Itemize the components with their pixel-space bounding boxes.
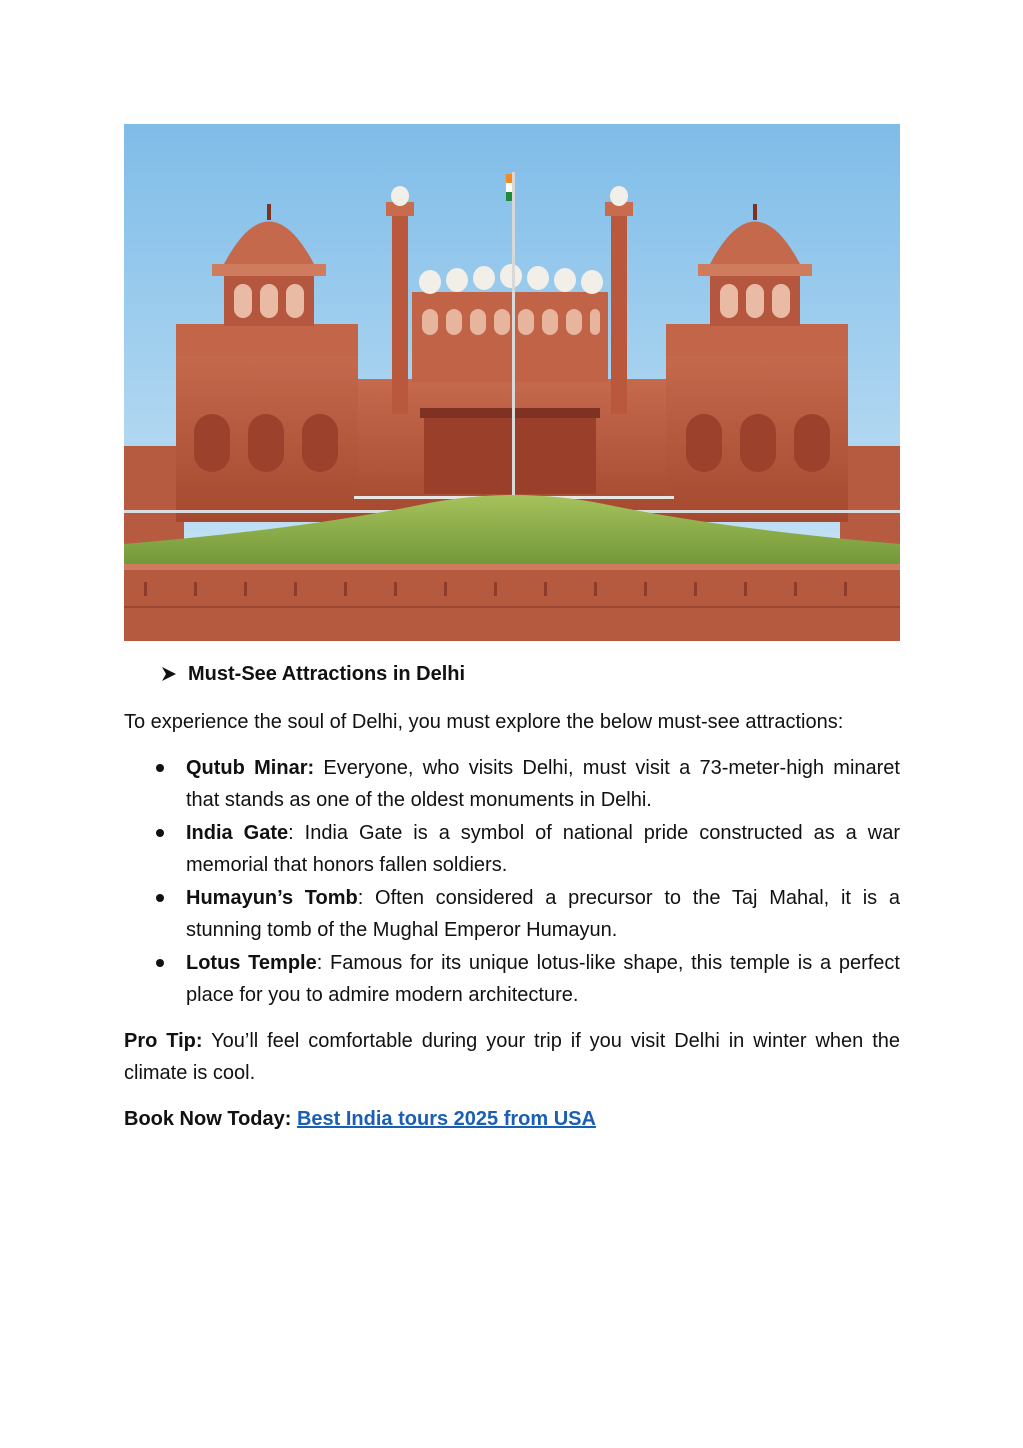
tours-link[interactable]: Best India tours 2025 from USA [296, 1108, 596, 1130]
red-fort-photo [124, 124, 900, 641]
section-heading-text: Must-See Attractions in Delhi [188, 663, 466, 685]
list-item [124, 817, 900, 881]
attraction-name: Qutub Minar: [186, 757, 315, 779]
intro-paragraph: To experience the soul of Delhi, you must explore the below must-see attractions: [124, 711, 844, 733]
attractions-list [124, 752, 900, 1011]
pro-tip [124, 1025, 900, 1089]
bullet-icon [156, 764, 164, 772]
pro-tip-text: You’ll feel comfortable during your trip if you visit Delhi in winter when the climate is cool. [124, 1030, 900, 1084]
book-now-label: Book Now Today: [124, 1108, 292, 1130]
list-item [124, 752, 900, 816]
red-fort-illustration [124, 124, 900, 641]
section-heading [160, 656, 900, 692]
book-now [124, 1103, 900, 1135]
article-body [124, 656, 900, 1135]
arrow-right-icon [160, 665, 178, 683]
attraction-description: Everyone, who visits Delhi, must visit a 73-meter-high minaret that stands as one of the oldest monuments in Delhi. [186, 757, 900, 811]
bullet-icon [156, 894, 164, 902]
attraction-name: India Gate [186, 822, 289, 844]
pro-tip-label: Pro Tip: [124, 1030, 203, 1052]
list-item [124, 947, 900, 1011]
attraction-description: : India Gate is a symbol of national pride constructed as a war memorial that honors fallen soldiers. [186, 822, 900, 876]
attraction-name: Humayun’s Tomb [186, 887, 358, 909]
bullet-icon [156, 829, 164, 837]
list-item [124, 882, 900, 946]
attraction-description: : Often considered a precursor to the Taj Mahal, it is a stunning tomb of the Mughal Emperor Humayun. [186, 887, 900, 941]
attraction-name: Lotus Temple [186, 952, 317, 974]
attraction-description: : Famous for its unique lotus-like shape, this temple is a perfect place for you to admire modern architecture. [186, 952, 900, 1006]
bullet-icon [156, 959, 164, 967]
